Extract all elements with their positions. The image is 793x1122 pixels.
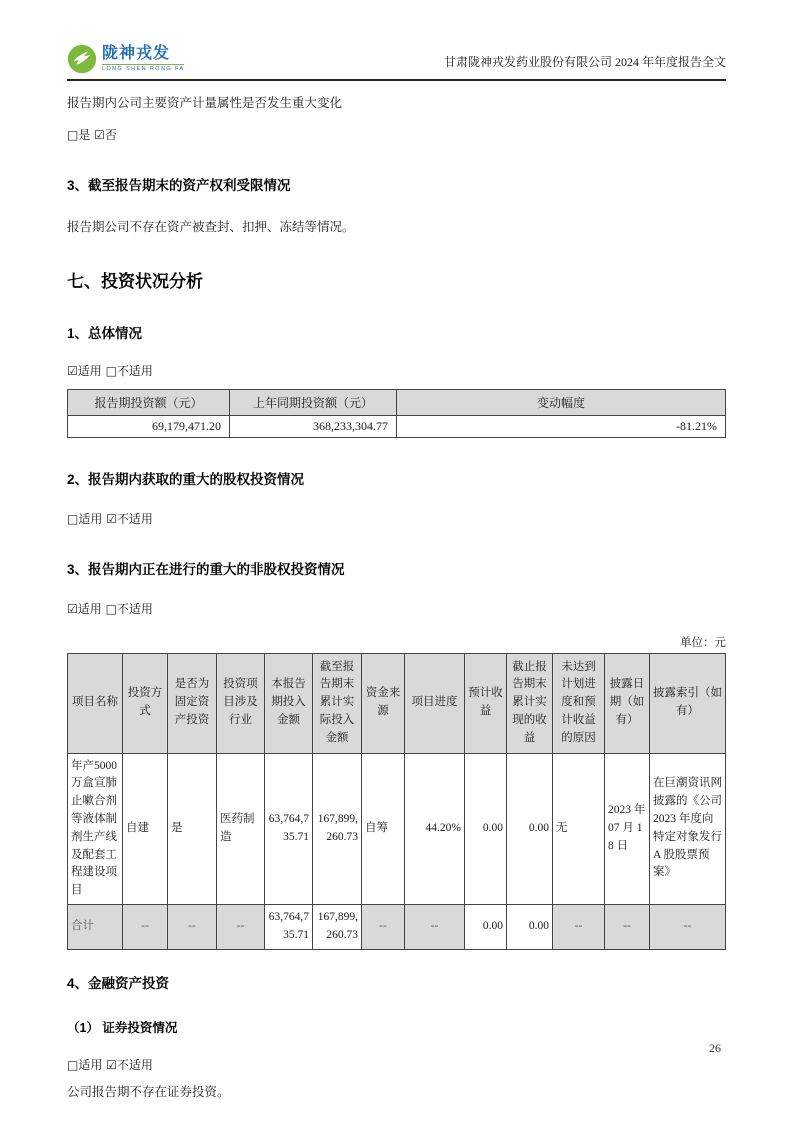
current-investment-value: 69,179,471.20: [68, 415, 230, 437]
project-name: 年产5000 万盒宣肺止嗽合剂等液体制剂生产线及配套工程建设项目: [68, 753, 123, 905]
col-period-amount: 本报告期投入金额: [265, 653, 313, 753]
total-cell: --: [217, 905, 265, 950]
col-prior-investment: 上年同期投资额（元）: [230, 389, 397, 415]
total-row: [68, 905, 726, 950]
col-industry: 投资项目涉及行业: [217, 653, 265, 753]
prior-investment-value: 368,233,304.77: [230, 415, 397, 437]
overall-investment-table: [67, 389, 726, 438]
total-expected-return: 0.00: [465, 905, 507, 950]
change-rate-value: -81.21%: [397, 415, 726, 437]
col-investment-method: 投资方式: [123, 653, 168, 753]
total-realized-return: 0.00: [507, 905, 553, 950]
period-amount: 63,764,735.71: [265, 753, 313, 905]
col-realized-return: 截止报告期末累计实现的收益: [507, 653, 553, 753]
disclosure-date: 2023 年07 月 18 日: [605, 753, 650, 905]
measure-question: 报告期内公司主要资产计量属性是否发生重大变化: [67, 96, 343, 110]
total-cell: --: [362, 905, 405, 950]
section-7-2-title: 2、报告期内获取的重大的股权投资情况: [67, 471, 305, 487]
brand-name-cn: 陇神戎发: [102, 46, 184, 65]
col-project-name: 项目名称: [68, 653, 123, 753]
total-cell: --: [123, 905, 168, 950]
investment-method: 自建: [123, 753, 168, 905]
section-7-4-1-title: （1） 证券投资情况: [67, 1020, 178, 1035]
total-cumulative-amount: 167,899,260.73: [313, 905, 362, 950]
col-change-rate: 变动幅度: [397, 389, 726, 415]
fund-source: 自筹: [362, 753, 405, 905]
section-7-4-1-body: 公司报告期不存在证券投资。: [67, 1084, 230, 1099]
realized-return: 0.00: [507, 753, 553, 905]
section-7-3-applicable: ☑适用 □不适用: [67, 601, 153, 616]
page-number: 26: [709, 1041, 721, 1055]
progress: 44.20%: [405, 753, 465, 905]
col-disclosure-date: 披露日期（如有）: [605, 653, 650, 753]
col-disclosure-index: 披露索引（如有）: [650, 653, 726, 753]
cumulative-amount: 167,899,260.73: [313, 753, 362, 905]
total-cell: --: [650, 905, 726, 950]
section-3-restricted-rights-title: 3、截至报告期末的资产权利受限情况: [67, 177, 291, 193]
col-expected-return: 预计收益: [465, 653, 507, 753]
section-7-1-applicable: ☑适用 □不适用: [67, 363, 153, 378]
total-cell: --: [553, 905, 605, 950]
logo-mark-icon: [67, 44, 97, 74]
section-3-body: 报告期公司不存在资产被查封、扣押、冻结等情况。: [67, 219, 355, 234]
total-cell: --: [405, 905, 465, 950]
report-header: [67, 0, 726, 81]
section-7-investment-title: 七、投资状况分析: [67, 271, 203, 291]
doc-title: 甘肃陇神戎发药业股份有限公司 2024 年年度报告全文: [443, 55, 726, 69]
total-period-amount: 63,764,735.71: [265, 905, 313, 950]
table-row: [68, 415, 726, 437]
delay-reason: 无: [553, 753, 605, 905]
section-7-1-title: 1、总体情况: [67, 325, 143, 341]
measure-answer-checkboxes: □是 ☑否: [67, 127, 117, 142]
brand-name-en: LONG SHEN RONG FA: [102, 65, 185, 72]
table-header-row: [68, 653, 726, 753]
total-cell: --: [605, 905, 650, 950]
col-fixed-asset-flag: 是否为固定资产投资: [168, 653, 217, 753]
total-label: 合计: [68, 905, 123, 950]
disclosure-index: 在巨潮资讯网披露的《公司 2023 年度向特定对象发行 A 股股票预案》: [650, 753, 726, 905]
non-equity-investment-table: [67, 653, 726, 950]
section-7-2-applicable: □适用 ☑不适用: [67, 511, 153, 526]
fixed-asset-flag: 是: [168, 753, 217, 905]
col-cumulative-amount: 截至报告期末累计实际投入金额: [313, 653, 362, 753]
section-7-4-title: 4、金融资产投资: [67, 975, 170, 991]
unit-label: 单位：元: [680, 636, 726, 649]
table-header-row: [68, 389, 726, 415]
col-progress: 项目进度: [405, 653, 465, 753]
col-fund-source: 资金来源: [362, 653, 405, 753]
section-7-3-title: 3、报告期内正在进行的重大的非股权投资情况: [67, 561, 345, 577]
total-cell: --: [168, 905, 217, 950]
section-7-4-1-applicable: □适用 ☑不适用: [67, 1057, 153, 1072]
industry: 医药制造: [217, 753, 265, 905]
project-row: [68, 753, 726, 905]
brand-text: [102, 46, 184, 73]
expected-return: 0.00: [465, 753, 507, 905]
company-logo: [67, 44, 184, 74]
col-delay-reason: 未达到计划进度和预计收益的原因: [553, 653, 605, 753]
col-current-investment: 报告期投资额（元）: [68, 389, 230, 415]
